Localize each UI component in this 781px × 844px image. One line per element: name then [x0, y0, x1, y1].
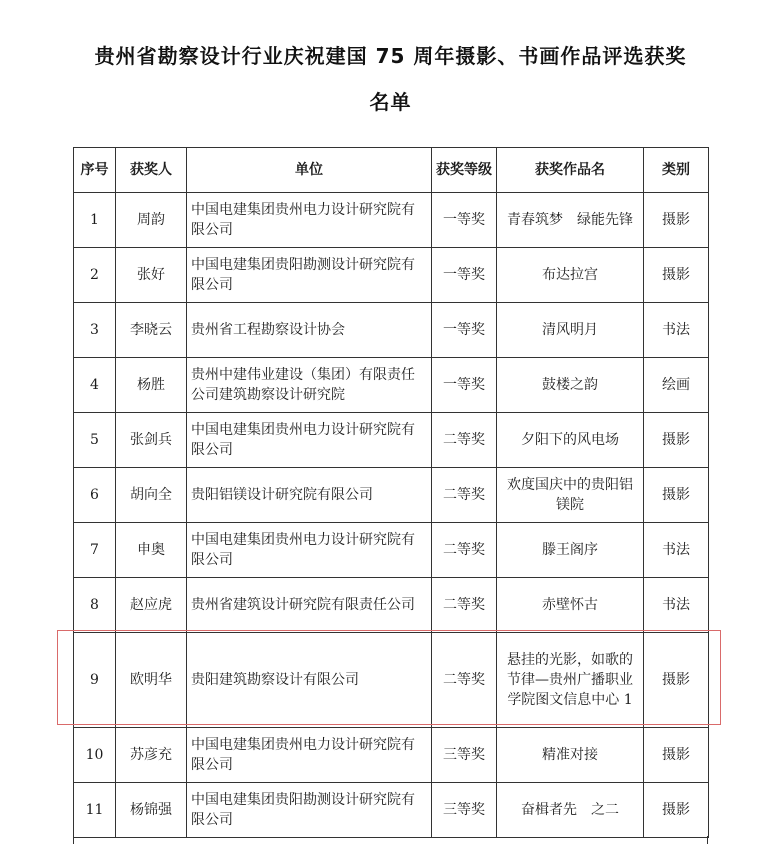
cell-no: 8 [74, 578, 116, 633]
cell-unit: 中国电建集团贵阳勘测设计研究院有限公司 [187, 783, 432, 838]
cell-work: 青春筑梦 绿能先锋 [497, 193, 644, 248]
cell-no: 7 [74, 523, 116, 578]
cell-work: 滕王阁序 [497, 523, 644, 578]
cell-grade: 二等奖 [432, 413, 497, 468]
cell-category: 摄影 [644, 728, 709, 783]
table-row [74, 303, 709, 358]
cell-category: 摄影 [644, 468, 709, 523]
header-no: 序号 [74, 148, 116, 193]
cell-unit: 贵阳铝镁设计研究院有限公司 [187, 468, 432, 523]
table-row [74, 728, 709, 783]
cell-grade: 一等奖 [432, 358, 497, 413]
cell-winner: 胡向全 [116, 468, 187, 523]
cell-work: 欢度国庆中的贵阳铝镁院 [497, 468, 644, 523]
table-row [74, 193, 709, 248]
cell-unit: 中国电建集团贵阳勘测设计研究院有限公司 [187, 248, 432, 303]
header-winner: 获奖人 [116, 148, 187, 193]
cell-unit: 贵州中建伟业建设（集团）有限责任公司建筑勘察设计研究院 [187, 358, 432, 413]
cell-work: 悬挂的光影，如歌的节律—贵州广播职业学院图文信息中心 1 [497, 633, 644, 728]
cell-grade: 二等奖 [432, 523, 497, 578]
header-category: 类别 [644, 148, 709, 193]
cell-work: 鼓楼之韵 [497, 358, 644, 413]
cell-category: 摄影 [644, 193, 709, 248]
cell-grade: 二等奖 [432, 633, 497, 728]
cell-category: 绘画 [644, 358, 709, 413]
cell-category: 摄影 [644, 248, 709, 303]
cell-winner: 周韵 [116, 193, 187, 248]
cell-no: 5 [74, 413, 116, 468]
table-row [74, 523, 709, 578]
cell-category: 书法 [644, 578, 709, 633]
cell-work: 布达拉宫 [497, 248, 644, 303]
table-row [74, 358, 709, 413]
cell-work: 奋楫者先 之二 [497, 783, 644, 838]
cell-unit: 中国电建集团贵州电力设计研究院有限公司 [187, 523, 432, 578]
header-unit: 单位 [187, 148, 432, 193]
cell-work: 赤壁怀古 [497, 578, 644, 633]
cell-unit: 中国电建集团贵州电力设计研究院有限公司 [187, 728, 432, 783]
cell-grade: 一等奖 [432, 193, 497, 248]
header-work: 获奖作品名 [497, 148, 644, 193]
cell-no: 9 [74, 633, 116, 728]
cell-unit: 贵州省建筑设计研究院有限责任公司 [187, 578, 432, 633]
cell-grade: 一等奖 [432, 248, 497, 303]
cell-grade: 一等奖 [432, 303, 497, 358]
cell-grade: 三等奖 [432, 728, 497, 783]
cell-unit: 贵阳建筑勘察设计有限公司 [187, 633, 432, 728]
cell-no: 4 [74, 358, 116, 413]
cell-category: 摄影 [644, 633, 709, 728]
cell-winner: 申奥 [116, 523, 187, 578]
cell-no: 6 [74, 468, 116, 523]
cell-grade: 二等奖 [432, 578, 497, 633]
award-table [73, 147, 709, 838]
cell-winner: 李晓云 [116, 303, 187, 358]
cell-winner: 杨锦强 [116, 783, 187, 838]
cell-winner: 张好 [116, 248, 187, 303]
cell-grade: 二等奖 [432, 468, 497, 523]
cell-category: 书法 [644, 303, 709, 358]
table-row [74, 468, 709, 523]
table-continuation-edge [73, 836, 708, 844]
table-header-row [74, 148, 709, 193]
cell-work: 夕阳下的风电场 [497, 413, 644, 468]
cell-work: 清风明月 [497, 303, 644, 358]
table-row [74, 578, 709, 633]
cell-grade: 三等奖 [432, 783, 497, 838]
cell-unit: 中国电建集团贵州电力设计研究院有限公司 [187, 413, 432, 468]
cell-no: 10 [74, 728, 116, 783]
cell-category: 摄影 [644, 413, 709, 468]
cell-no: 11 [74, 783, 116, 838]
table-row [74, 413, 709, 468]
table-row [74, 783, 709, 838]
cell-winner: 张剑兵 [116, 413, 187, 468]
cell-winner: 杨胜 [116, 358, 187, 413]
cell-winner: 欧明华 [116, 633, 187, 728]
cell-winner: 赵应虎 [116, 578, 187, 633]
cell-category: 摄影 [644, 783, 709, 838]
cell-no: 1 [74, 193, 116, 248]
cell-unit: 贵州省工程勘察设计协会 [187, 303, 432, 358]
cell-winner: 苏彦充 [116, 728, 187, 783]
document-title: 贵州省勘察设计行业庆祝建国 75 周年摄影、书画作品评选获奖 [94, 44, 687, 68]
header-grade: 获奖等级 [432, 148, 497, 193]
table-row-highlighted [74, 633, 709, 728]
table-row [74, 248, 709, 303]
cell-unit: 中国电建集团贵州电力设计研究院有限公司 [187, 193, 432, 248]
cell-category: 书法 [644, 523, 709, 578]
cell-no: 3 [74, 303, 116, 358]
cell-no: 2 [74, 248, 116, 303]
document-title-line2: 名单 [369, 90, 412, 114]
cell-work: 精准对接 [497, 728, 644, 783]
